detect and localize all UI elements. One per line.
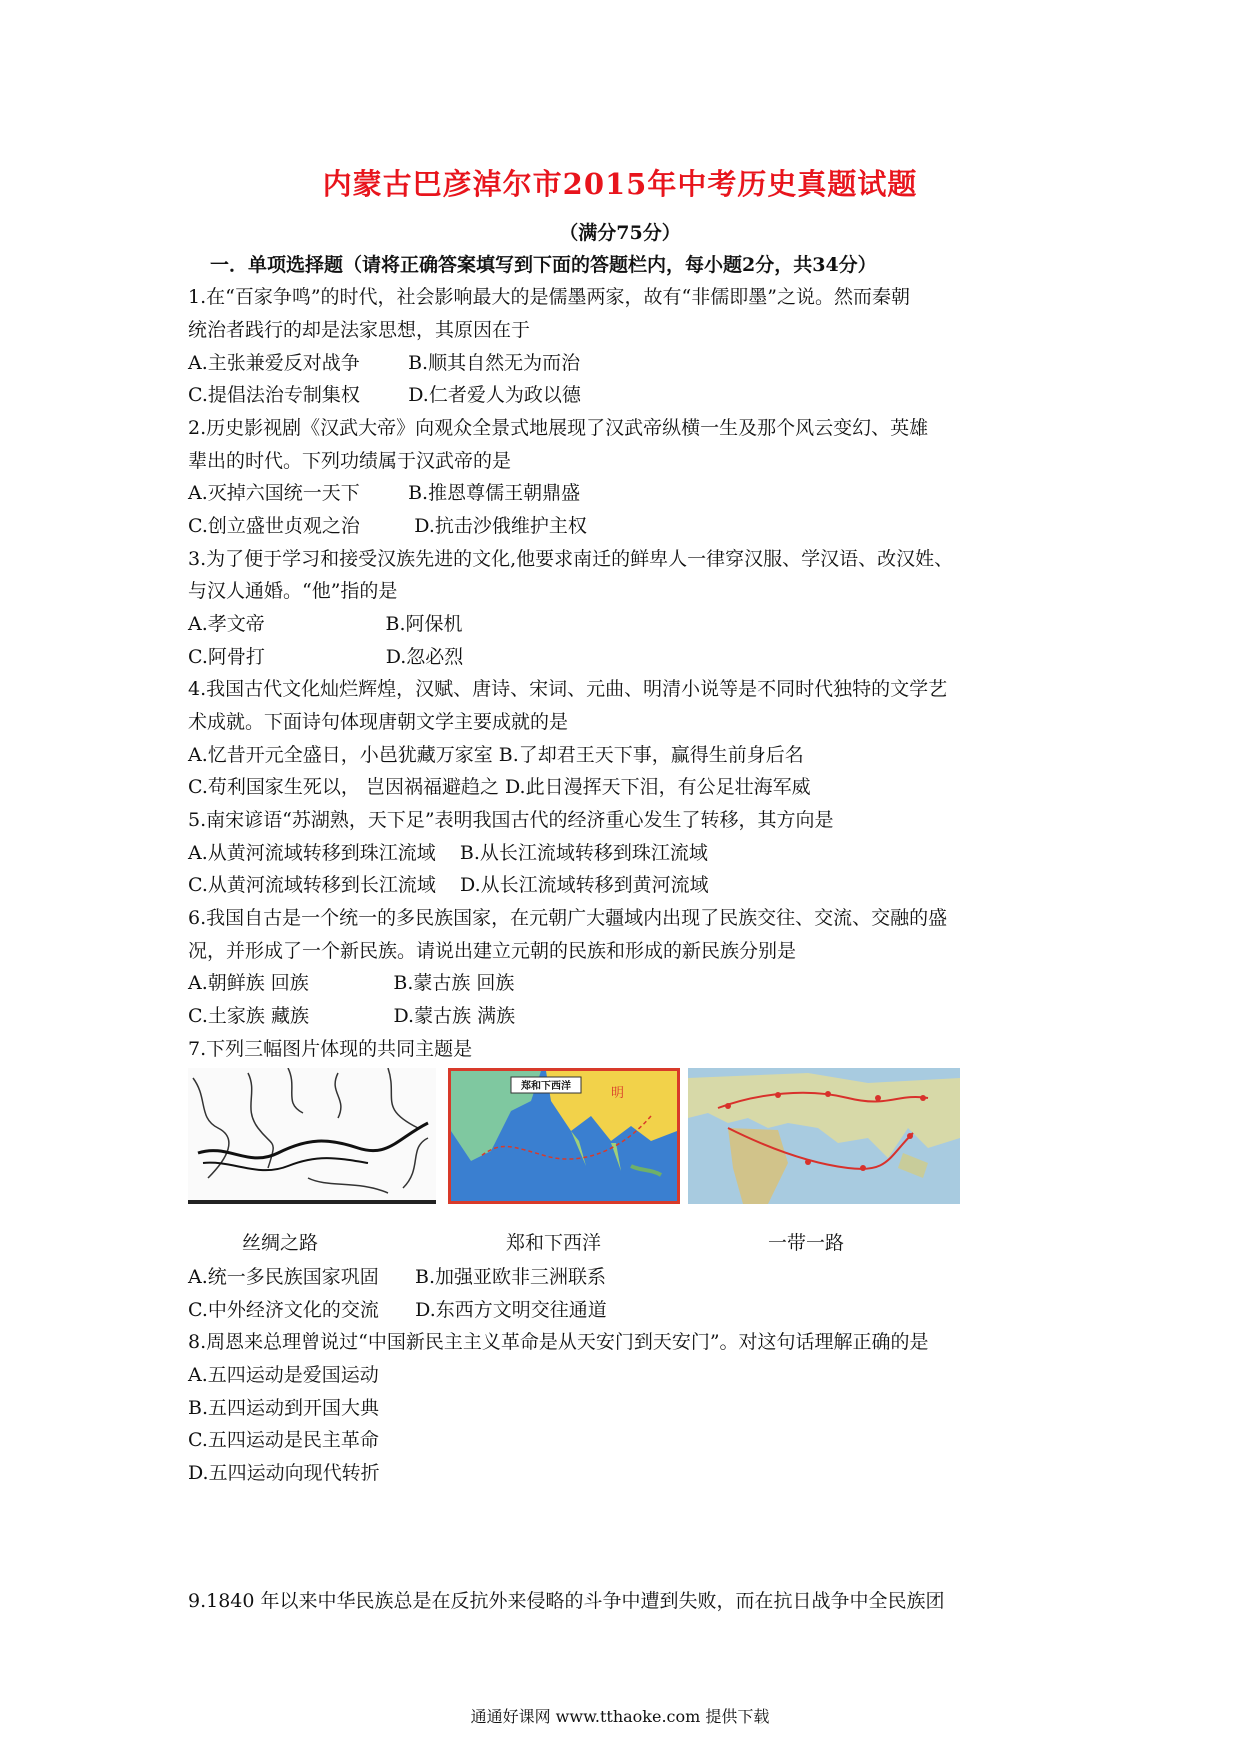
- section-heading: 一．单项选择题（请将正确答案填写到下面的答题栏内，每小题2分，共34分）: [210, 254, 877, 276]
- text-line: A.朝鲜族 回族 B.蒙古族 回族: [188, 972, 515, 994]
- map2-title: 郑和下西洋: [521, 1081, 571, 1092]
- text-line: A.孝文帝 B.阿保机: [188, 613, 463, 635]
- text-line: C.创立盛世贞观之治 D.抗击沙俄维护主权: [188, 515, 587, 537]
- text-line: C.中外经济文化的交流 D.东西方文明交往通道: [188, 1299, 607, 1321]
- text-line: C.五四运动是民主革命: [188, 1429, 379, 1451]
- text-line: C.从黄河流域转移到长江流域 D.从长江流域转移到黄河流域: [188, 874, 709, 896]
- text-line: 6.我国自古是一个统一的多民族国家，在元朝广大疆域内出现了民族交往、交流、交融的盛: [188, 907, 948, 929]
- caption-zheng-he: 郑和下西洋: [506, 1232, 602, 1254]
- text-line: C.苟利国家生死以， 岂因祸福避趋之 D.此日漫挥天下泪，有公足壮海军威: [188, 776, 811, 798]
- text-line: 1.在“百家争鸣”的时代，社会影响最大的是儒墨两家，故有“非儒即墨”之说。然而秦朝: [188, 286, 910, 308]
- text-line: C.阿骨打 D.忽必烈: [188, 646, 464, 668]
- text-line: D.五四运动向现代转折: [188, 1462, 380, 1484]
- text-line: A.灭掉六国统一天下 B.推恩尊儒王朝鼎盛: [188, 482, 581, 504]
- text-line: 4.我国古代文化灿烂辉煌，汉赋、唐诗、宋词、元曲、明清小说等是不同时代独特的文学艺: [188, 678, 948, 700]
- text-line: 8.周恩来总理曾说过“中国新民主主义革命是从天安门到天安门”。对这句话理解正确的是: [188, 1331, 929, 1353]
- text-line: 统治者践行的却是法家思想，其原因在于: [188, 319, 531, 341]
- caption-belt-road: 一带一路: [768, 1232, 845, 1254]
- text-line: 3.为了便于学习和接受汉族先进的文化,他要求南迁的鲜卑人一律穿汉服、学汉语、改汉姓、: [188, 548, 954, 570]
- text-line: 与汉人通婚。“他”指的是: [188, 580, 398, 602]
- text-line: 7.下列三幅图片体现的共同主题是: [188, 1038, 473, 1060]
- text-line: A.主张兼爱反对战争 B.顺其自然无为而治: [188, 352, 581, 374]
- silk-road-map: [188, 1068, 436, 1204]
- caption-silk-road: 丝绸之路: [242, 1232, 319, 1254]
- text-line: 5.南宋谚语“苏湖熟，天下足”表明我国古代的经济重心发生了转移，其方向是: [188, 809, 834, 831]
- text-line: 9.1840 年以来中华民族总是在反抗外来侵略的斗争中遭到失败，而在抗日战争中全民族团: [188, 1590, 945, 1612]
- footer: 通通好课网 www.tthaoke.com 提供下载: [470, 1707, 770, 1726]
- score-note: （满分75分）: [559, 222, 681, 244]
- text-line: A.忆昔开元全盛日，小邑犹藏万家室 B.了却君王天下事，赢得生前身后名: [188, 744, 804, 766]
- zheng-he-map: [448, 1068, 680, 1204]
- text-line: A.五四运动是爱国运动: [188, 1364, 379, 1386]
- text-line: C.土家族 藏族 D.蒙古族 满族: [188, 1005, 516, 1027]
- text-line: C.提倡法治专制集权 D.仁者爱人为政以德: [188, 384, 581, 406]
- text-line: 辈出的时代。下列功绩属于汉武帝的是: [188, 450, 512, 472]
- belt-road-map: [688, 1068, 960, 1204]
- text-line: 术成就。下面诗句体现唐朝文学主要成就的是: [188, 711, 569, 733]
- text-line: B.五四运动到开国大典: [188, 1397, 380, 1419]
- text-line: A.从黄河流域转移到珠江流域 B.从长江流域转移到珠江流域: [188, 842, 708, 864]
- page-title: 内蒙古巴彦淖尔市2015年中考历史真题试题: [322, 167, 918, 201]
- text-line: A.统一多民族国家巩固 B.加强亚欧非三洲联系: [188, 1266, 607, 1288]
- text-line: 2.历史影视剧《汉武大帝》向观众全景式地展现了汉武帝纵横一生及那个风云变幻、英雄: [188, 417, 929, 439]
- text-line: 况，并形成了一个新民族。请说出建立元朝的民族和形成的新民族分别是: [188, 940, 797, 962]
- map2-label: 明: [611, 1086, 625, 1101]
